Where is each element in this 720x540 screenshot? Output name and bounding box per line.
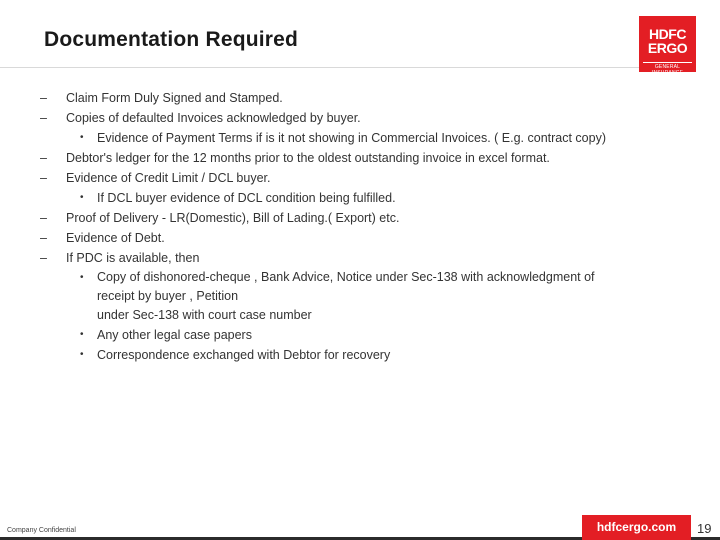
logo-line-1: HDFC xyxy=(649,26,686,42)
sub-list-item-continuation xyxy=(0,287,700,306)
dash-marker: – xyxy=(40,211,47,225)
list-item-text: Copies of defaulted Invoices acknowledged by buyer. xyxy=(66,111,361,125)
bullet-marker: • xyxy=(80,329,84,340)
list-item xyxy=(0,228,700,248)
list-item-text: Debtor's ledger for the 12 months prior to the oldest outstanding invoice in excel format. xyxy=(66,151,550,165)
sub-list-item xyxy=(0,188,700,208)
bullet-marker: • xyxy=(80,349,84,360)
list-item xyxy=(0,88,700,108)
slide-title: Documentation Required xyxy=(44,28,299,51)
list-item xyxy=(0,108,700,128)
sub-list-item xyxy=(0,325,700,345)
list-item-text: receipt by buyer , Petition xyxy=(97,289,239,303)
page-number: 19 xyxy=(697,521,712,536)
list-item-text: Copy of dishonored-cheque , Bank Advice, Notice under Sec-138 with acknowledgment of xyxy=(97,270,595,284)
list-item-text: Claim Form Duly Signed and Stamped. xyxy=(66,91,283,105)
website-link[interactable]: hdfcergo.com xyxy=(582,515,691,540)
dash-marker: – xyxy=(40,151,47,165)
list-item-text: Any other legal case papers xyxy=(97,328,252,342)
list-item-text: If PDC is available, then xyxy=(66,251,200,265)
dash-marker: – xyxy=(40,231,47,245)
logo-line-2: ERGO xyxy=(647,40,688,56)
list-item-text: Evidence of Payment Terms if is it not showing in Commercial Invoices. ( E.g. contract copy) xyxy=(97,131,606,145)
list-item xyxy=(0,168,700,188)
documentation-list xyxy=(0,88,700,365)
logo-tagline: GENERAL INSURANCE xyxy=(643,62,692,76)
list-item-text: If DCL buyer evidence of DCL condition being fulfilled. xyxy=(97,191,396,205)
sub-list-item-continuation xyxy=(0,306,700,325)
sub-list-item xyxy=(0,268,700,287)
dash-marker: – xyxy=(40,251,47,265)
footer-confidential: Company Confidential xyxy=(7,527,76,534)
dash-marker: – xyxy=(40,91,47,105)
bullet-marker: • xyxy=(80,272,84,283)
bullet-marker: • xyxy=(80,132,84,143)
hdfc-ergo-logo xyxy=(639,16,696,76)
bullet-marker: • xyxy=(80,192,84,203)
list-item xyxy=(0,248,700,268)
list-item-text: Correspondence exchanged with Debtor for recovery xyxy=(97,348,391,362)
list-item-text: Evidence of Debt. xyxy=(66,231,165,245)
list-item xyxy=(0,208,700,228)
dash-marker: – xyxy=(40,111,47,125)
dash-marker: – xyxy=(40,171,47,185)
sub-list-item xyxy=(0,128,700,148)
list-item xyxy=(0,148,700,168)
sub-list-item xyxy=(0,345,700,365)
list-item-text: under Sec-138 with court case number xyxy=(97,308,312,322)
list-item-text: Evidence of Credit Limit / DCL buyer. xyxy=(66,171,271,185)
list-item-text: Proof of Delivery - LR(Domestic), Bill of Lading.( Export) etc. xyxy=(66,211,400,225)
title-divider xyxy=(0,67,690,68)
